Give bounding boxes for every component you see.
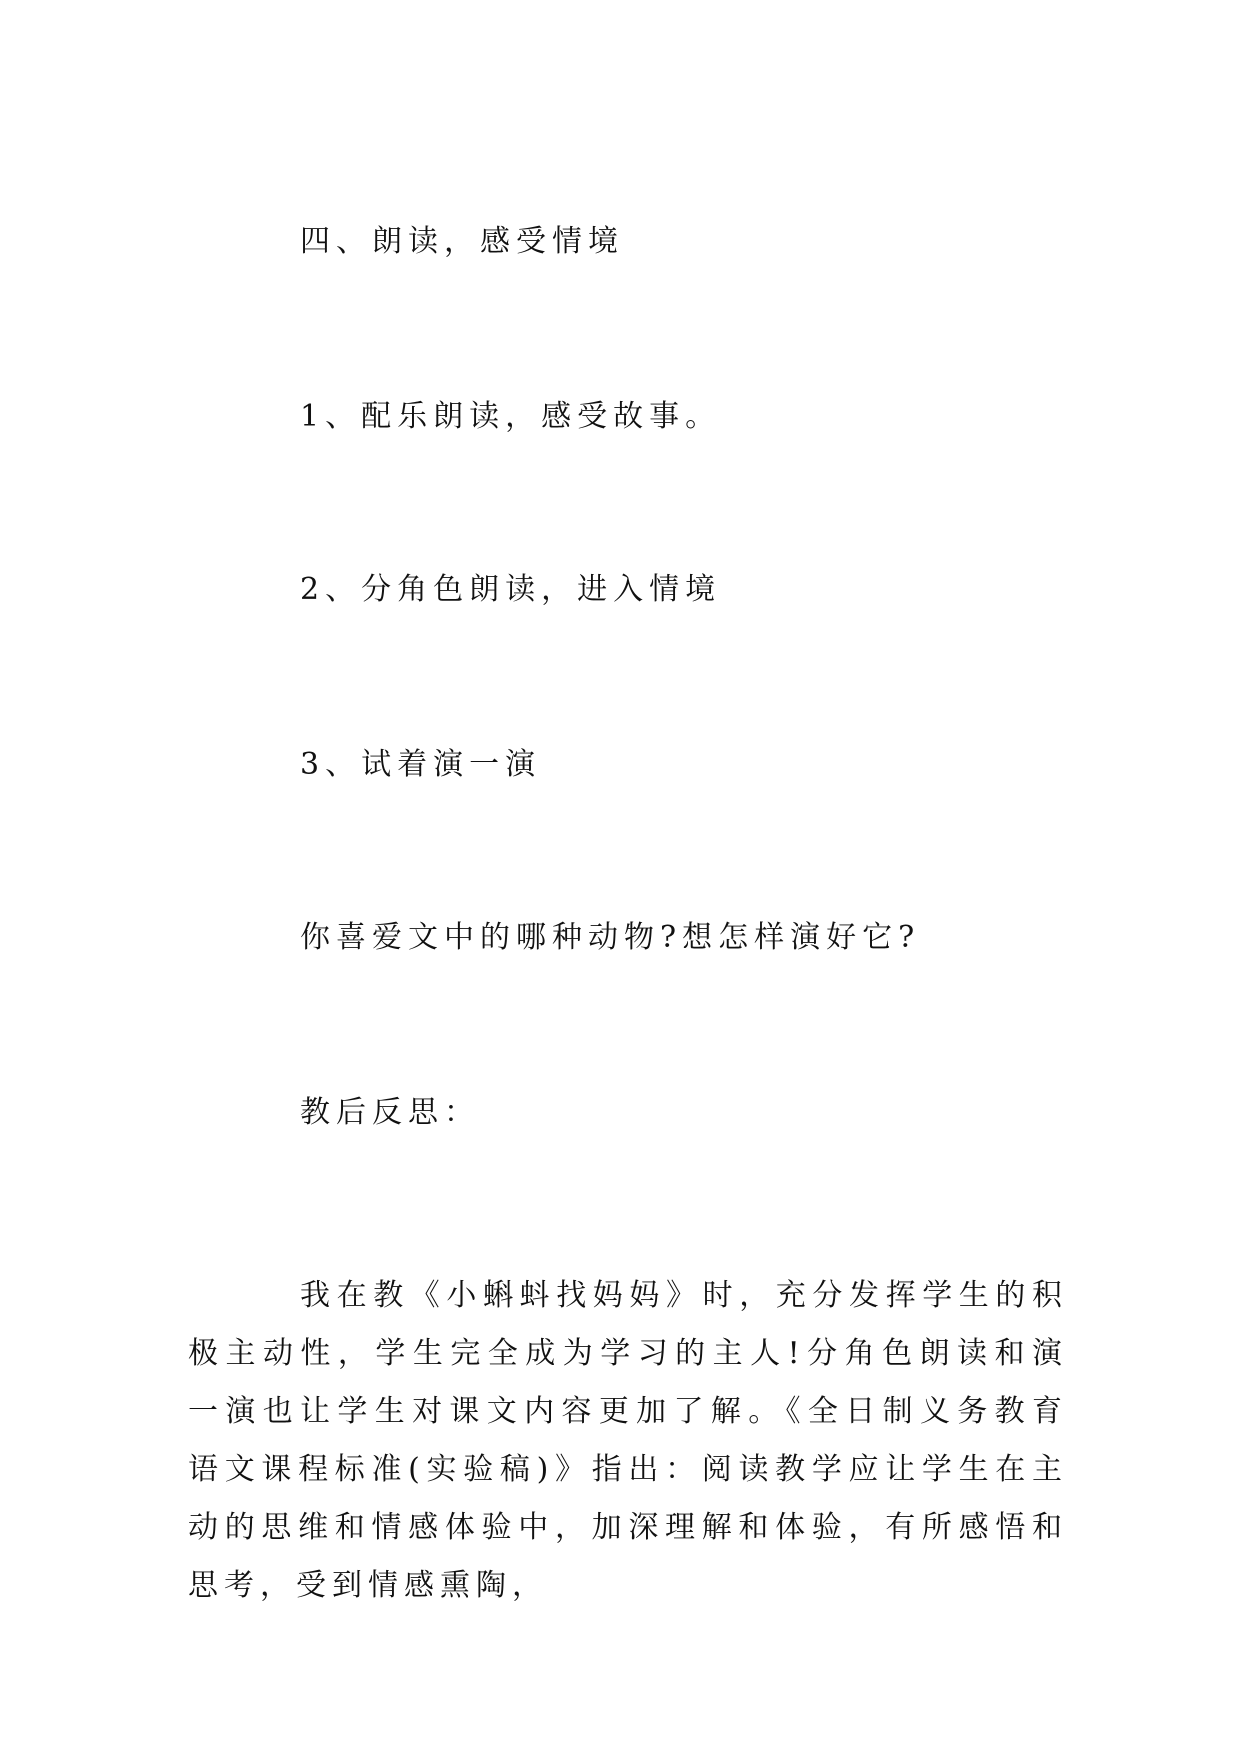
list-item-3: 3、试着演一演 — [300, 747, 542, 782]
reflection-heading: 教后反思： — [300, 1095, 480, 1130]
reflection-paragraph: 我在教《小蝌蚪找妈妈》时，充分发挥学生的积极主动性，学生完全成为学习的主人!分角色朗读和演一演也让学生对课文内容更加了解。《全日制义务教育语文课程标准(实验稿)》指出：阅读教学应让学生在主动的思维和情感体验中，加深理解和体验，有所感悟和思考，受到情感熏陶， — [188, 1278, 1068, 1603]
section-heading-reading: 四、朗读，感受情境 — [300, 224, 624, 259]
question-line: 你喜爱文中的哪种动物?想怎样演好它? — [300, 920, 921, 955]
list-item-2: 2、分角色朗读，进入情境 — [300, 572, 722, 607]
list-item-1: 1、配乐朗读，感受故事。 — [300, 399, 722, 434]
